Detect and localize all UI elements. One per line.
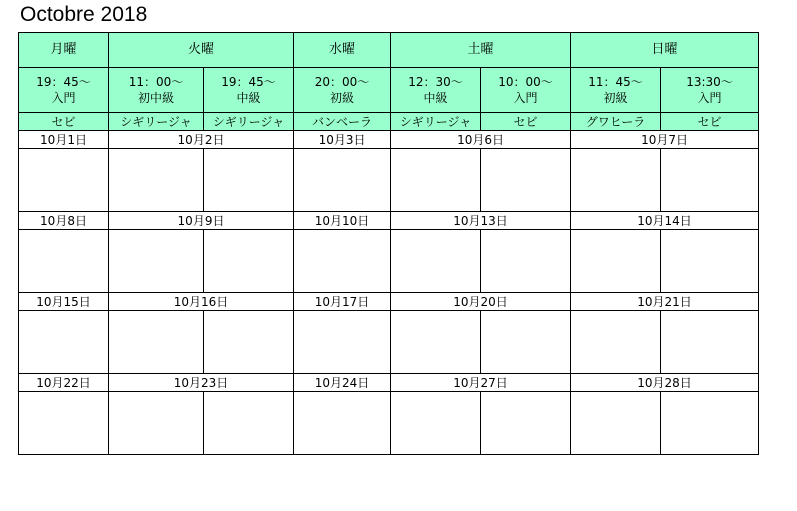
class-level: 入門 <box>697 91 722 105</box>
slot-cell[interactable] <box>204 149 294 212</box>
date-cell: 10月27日 <box>391 374 571 392</box>
date-cell: 10月20日 <box>391 293 571 311</box>
slot-row <box>19 149 759 212</box>
date-cell: 10月10日 <box>294 212 391 230</box>
slot-cell[interactable] <box>204 230 294 293</box>
teacher-cell: シギリージャ <box>204 113 294 131</box>
slot-cell[interactable] <box>481 230 571 293</box>
class-time-cell <box>204 68 294 113</box>
class-level: 初級 <box>330 91 355 105</box>
date-row <box>19 212 759 230</box>
slot-cell[interactable] <box>391 392 481 455</box>
slot-cell[interactable] <box>294 311 391 374</box>
class-time: 13:30〜 <box>686 75 733 89</box>
day-header-row <box>19 33 759 68</box>
date-cell: 10月17日 <box>294 293 391 311</box>
class-level: 中級 <box>236 91 261 105</box>
class-time-row <box>19 68 759 113</box>
class-time: 19：45〜 <box>36 75 91 89</box>
teacher-cell: グワヒーラ <box>571 113 661 131</box>
date-cell: 10月2日 <box>109 131 294 149</box>
slot-cell[interactable] <box>481 392 571 455</box>
date-row <box>19 131 759 149</box>
teacher-cell: セビ <box>661 113 759 131</box>
slot-cell[interactable] <box>391 311 481 374</box>
slot-cell[interactable] <box>19 230 109 293</box>
teacher-cell: セビ <box>19 113 109 131</box>
class-time: 11：00〜 <box>128 75 184 89</box>
date-row <box>19 374 759 392</box>
class-time-cell <box>661 68 759 113</box>
date-row <box>19 293 759 311</box>
class-level: 初級 <box>603 91 628 105</box>
class-time: 12：30〜 <box>408 75 463 89</box>
slot-cell[interactable] <box>391 230 481 293</box>
slot-row <box>19 230 759 293</box>
slot-cell[interactable] <box>19 311 109 374</box>
date-cell: 10月14日 <box>571 212 759 230</box>
date-cell: 10月1日 <box>19 131 109 149</box>
day-header: 月曜 <box>19 33 109 68</box>
teacher-cell: セビ <box>481 113 571 131</box>
date-cell: 10月3日 <box>294 131 391 149</box>
class-time-cell <box>391 68 481 113</box>
slot-cell[interactable] <box>109 392 204 455</box>
slot-cell[interactable] <box>571 311 661 374</box>
slot-cell[interactable] <box>391 149 481 212</box>
slot-cell[interactable] <box>481 149 571 212</box>
class-time-cell <box>481 68 571 113</box>
slot-cell[interactable] <box>571 392 661 455</box>
class-level: 入門 <box>51 91 76 105</box>
slot-cell[interactable] <box>294 149 391 212</box>
slot-cell[interactable] <box>571 149 661 212</box>
slot-cell[interactable] <box>661 311 759 374</box>
teacher-row <box>19 113 759 131</box>
schedule-table <box>18 32 759 455</box>
date-cell: 10月15日 <box>19 293 109 311</box>
slot-cell[interactable] <box>661 230 759 293</box>
date-cell: 10月13日 <box>391 212 571 230</box>
day-header: 日曜 <box>571 33 759 68</box>
slot-cell[interactable] <box>204 392 294 455</box>
date-cell: 10月23日 <box>109 374 294 392</box>
slot-cell[interactable] <box>661 392 759 455</box>
class-time: 10：00〜 <box>498 75 553 89</box>
class-level: 初中級 <box>137 91 174 105</box>
date-cell: 10月24日 <box>294 374 391 392</box>
page-title: Octobre 2018 <box>20 3 148 26</box>
slot-cell[interactable] <box>294 230 391 293</box>
class-time: 11：45〜 <box>588 75 643 89</box>
slot-cell[interactable] <box>109 311 204 374</box>
slot-cell[interactable] <box>204 311 294 374</box>
slot-cell[interactable] <box>481 311 571 374</box>
class-time-cell <box>109 68 204 113</box>
date-cell: 10月21日 <box>571 293 759 311</box>
teacher-cell: シギリージャ <box>391 113 481 131</box>
date-cell: 10月6日 <box>391 131 571 149</box>
class-level: 中級 <box>423 91 448 105</box>
class-time: 19：45〜 <box>221 75 276 89</box>
slot-cell[interactable] <box>109 230 204 293</box>
slot-cell[interactable] <box>661 149 759 212</box>
date-cell: 10月8日 <box>19 212 109 230</box>
slot-cell[interactable] <box>571 230 661 293</box>
slot-row <box>19 392 759 455</box>
slot-cell[interactable] <box>19 149 109 212</box>
date-cell: 10月7日 <box>571 131 759 149</box>
slot-cell[interactable] <box>19 392 109 455</box>
slot-cell[interactable] <box>294 392 391 455</box>
class-time-cell <box>294 68 391 113</box>
class-time-cell <box>571 68 661 113</box>
date-cell: 10月28日 <box>571 374 759 392</box>
day-header: 水曜 <box>294 33 391 68</box>
class-time: 20：00〜 <box>314 75 370 89</box>
teacher-cell: バンベーラ <box>294 113 391 131</box>
date-cell: 10月9日 <box>109 212 294 230</box>
slot-cell[interactable] <box>109 149 204 212</box>
class-time-cell <box>19 68 109 113</box>
day-header: 土曜 <box>391 33 571 68</box>
teacher-cell: シギリージャ <box>109 113 204 131</box>
day-header: 火曜 <box>109 33 294 68</box>
date-cell: 10月16日 <box>109 293 294 311</box>
slot-row <box>19 311 759 374</box>
date-cell: 10月22日 <box>19 374 109 392</box>
class-level: 入門 <box>513 91 538 105</box>
